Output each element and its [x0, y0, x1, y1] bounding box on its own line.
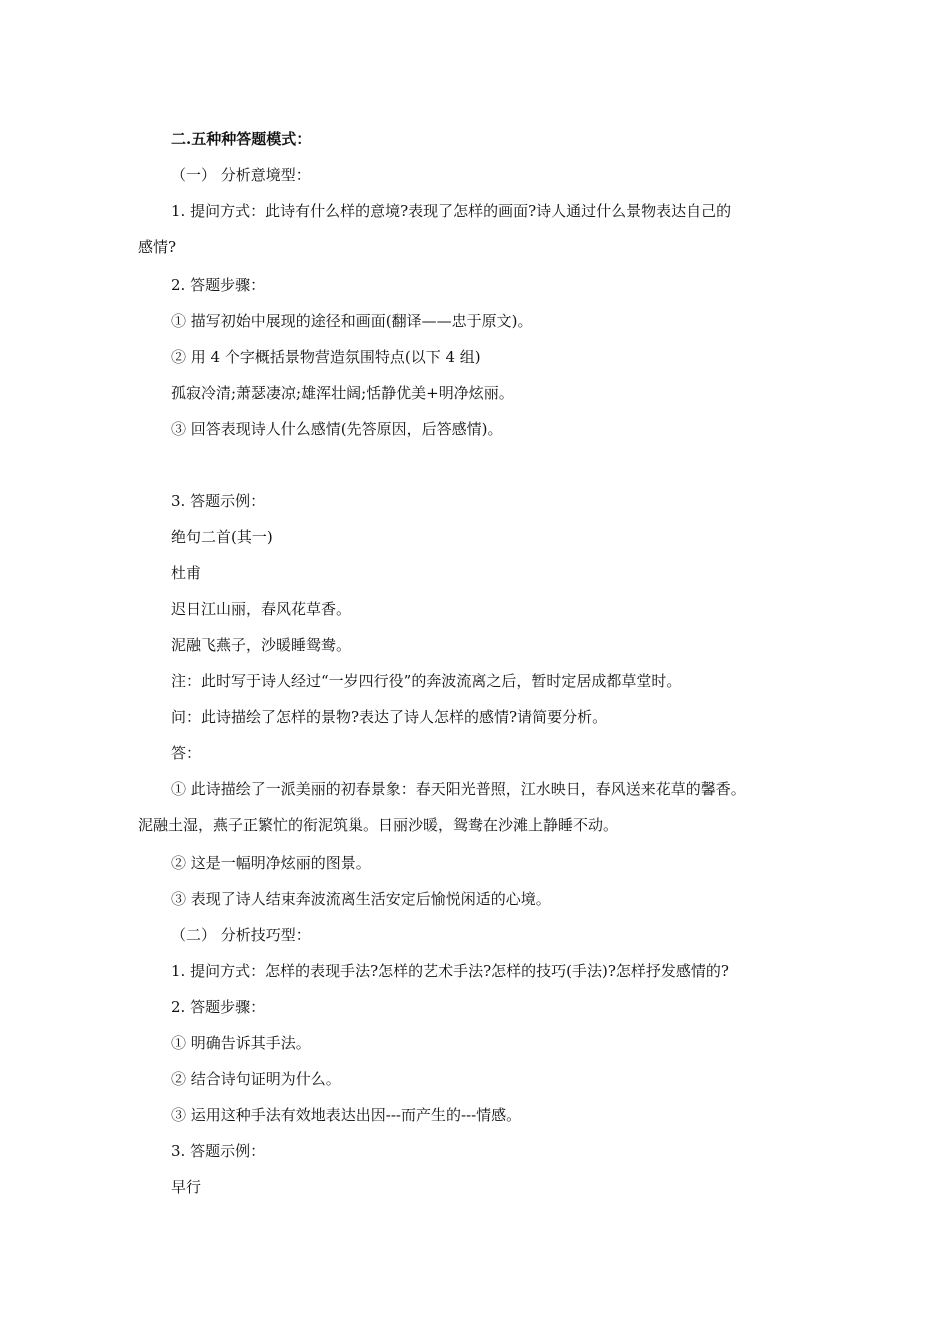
section1-heading: （一） 分析意境型： [171, 166, 311, 184]
document-body [138, 128, 828, 1212]
document-title: 二.五种种答题模式： [171, 130, 312, 148]
section2-step-2: ② 结合诗句证明为什么。 [171, 1070, 341, 1088]
poem-line-2: 泥融飞燕子，沙暖睡鸳鸯。 [171, 636, 352, 654]
section1-step-2: ② 用 4 个字概括景物营造氛围特点(以下 4 组) [171, 348, 481, 366]
section1-example-heading: 3. 答题示例： [171, 492, 266, 510]
section2-step-1: ① 明确告诉其手法。 [171, 1034, 311, 1052]
section2-question-method: 1. 提问方式：怎样的表现手法?怎样的艺术手法?怎样的技巧(手法)?怎样抒发感情的? [171, 962, 729, 980]
section1-question-method: 1. 提问方式：此诗有什么样的意境?表现了怎样的画面?诗人通过什么景物表达自己的 [171, 202, 732, 220]
section2-example-heading: 3. 答题示例： [171, 1142, 266, 1160]
section2-heading: （二） 分析技巧型： [171, 926, 311, 944]
answer-2: ② 这是一幅明净炫丽的图景。 [171, 854, 371, 872]
section1-step-1: ① 描写初始中展现的途径和画面(翻译——忠于原文)。 [171, 312, 533, 330]
poem-note: 注：此时写于诗人经过“一岁四行役”的奔波流离之后，暂时定居成都草堂时。 [171, 672, 682, 690]
poem-title: 绝句二首(其一) [171, 528, 273, 546]
poem-line-1: 迟日江山丽，春风花草香。 [171, 600, 352, 618]
answer-1-cont: 泥融土湿，燕子正繁忙的衔泥筑巢。日丽沙暖，鸳鸯在沙滩上静睡不动。 [138, 816, 619, 834]
poem-question: 问：此诗描绘了怎样的景物?表达了诗人怎样的感情?请简要分析。 [171, 708, 608, 726]
section2-step-3: ③ 运用这种手法有效地表达出因---而产生的---情感。 [171, 1106, 522, 1124]
section1-question-method-cont: 感情? [138, 238, 177, 256]
section1-steps-heading: 2. 答题步骤： [171, 276, 266, 294]
section1-step-3: ③ 回答表现诗人什么感情(先答原因，后答感情)。 [171, 420, 503, 438]
answer-3: ③ 表现了诗人结束奔波流离生活安定后愉悦闲适的心境。 [171, 890, 551, 908]
section2-steps-heading: 2. 答题步骤： [171, 998, 266, 1016]
blank-line [138, 454, 828, 490]
answer-label: 答： [171, 744, 202, 762]
section1-step-2-examples: 孤寂冷清;萧瑟凄凉;雄浑壮阔;恬静优美+明净炫丽。 [171, 384, 514, 402]
section2-poem-title: 早行 [171, 1178, 202, 1196]
answer-1: ① 此诗描绘了一派美丽的初春景象：春天阳光普照，江水映日，春风送来花草的馨香。 [171, 780, 746, 798]
poem-author: 杜甫 [171, 564, 202, 582]
